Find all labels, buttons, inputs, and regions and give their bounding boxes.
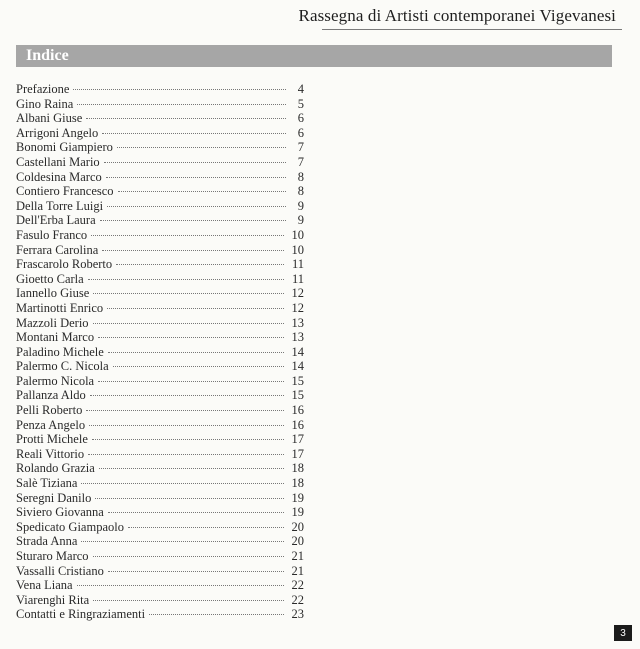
- toc-entry-page: 15: [291, 388, 304, 403]
- toc-entry-name: Pelli Roberto: [16, 403, 83, 418]
- toc-entry-name: Reali Vittorio: [16, 446, 85, 461]
- toc-entry[interactable]: [16, 491, 304, 506]
- dot-leader: [92, 439, 284, 440]
- dot-leader: [107, 206, 286, 207]
- toc-entry[interactable]: [16, 82, 304, 97]
- dot-leader: [93, 556, 284, 557]
- toc-entry[interactable]: [16, 301, 304, 316]
- toc-entry-page: 7: [297, 154, 304, 169]
- toc-entry[interactable]: [16, 111, 304, 126]
- table-of-contents: [16, 82, 304, 622]
- toc-entry-page: 20: [291, 534, 304, 549]
- dot-leader: [77, 585, 284, 586]
- toc-entry-page: 9: [297, 198, 304, 213]
- dot-leader: [93, 323, 284, 324]
- toc-entry-page: 13: [291, 315, 304, 330]
- dot-leader: [95, 498, 283, 499]
- dot-leader: [116, 264, 284, 265]
- toc-entry[interactable]: [16, 388, 304, 403]
- dot-leader: [100, 220, 286, 221]
- dot-leader: [98, 381, 283, 382]
- toc-entry-page: 22: [291, 578, 304, 593]
- toc-entry[interactable]: [16, 330, 304, 345]
- toc-entry[interactable]: [16, 520, 304, 535]
- dot-leader: [149, 614, 283, 615]
- toc-entry-name: Palermo Nicola: [16, 373, 95, 388]
- toc-entry-page: 15: [291, 373, 304, 388]
- dot-leader: [93, 600, 283, 601]
- toc-entry[interactable]: [16, 97, 304, 112]
- toc-entry-page: 21: [291, 549, 304, 563]
- toc-entry-name: Albani Giuse: [16, 111, 83, 126]
- header-divider: [322, 29, 622, 30]
- toc-entry[interactable]: [16, 345, 304, 360]
- toc-entry-page: 14: [291, 344, 304, 359]
- toc-entry[interactable]: [16, 593, 304, 608]
- toc-entry-page: 10: [291, 227, 304, 242]
- toc-entry-page: 16: [291, 403, 304, 418]
- toc-entry-name: Frascarolo Roberto: [16, 257, 113, 272]
- dot-leader: [108, 571, 284, 572]
- toc-entry[interactable]: [16, 257, 304, 272]
- toc-entry[interactable]: [16, 228, 304, 243]
- toc-entry[interactable]: [16, 170, 304, 185]
- toc-entry-name: Sturaro Marco: [16, 549, 89, 563]
- toc-entry-name: Vassalli Cristiano: [16, 563, 104, 578]
- dot-leader: [86, 118, 286, 119]
- dot-leader: [118, 191, 286, 192]
- toc-entry-name: Montani Marco: [16, 330, 95, 345]
- toc-entry-name: Gino Raina: [16, 96, 74, 111]
- dot-leader: [117, 147, 286, 148]
- dot-leader: [107, 308, 283, 309]
- toc-entry-name: Bonomi Giampiero: [16, 140, 113, 155]
- toc-entry-page: 22: [291, 592, 304, 607]
- dot-leader: [90, 395, 284, 396]
- dot-leader: [128, 527, 284, 528]
- toc-entry-page: 21: [291, 563, 304, 578]
- toc-entry[interactable]: [16, 272, 304, 287]
- toc-entry-name: Seregni Danilo: [16, 490, 92, 505]
- toc-entry-page: 20: [291, 519, 304, 534]
- page-number-badge: 3: [614, 625, 632, 641]
- toc-entry-name: Ferrara Carolina: [16, 242, 99, 257]
- toc-entry-page: 8: [297, 184, 304, 199]
- toc-entry[interactable]: [16, 374, 304, 389]
- toc-entry-page: 16: [291, 417, 304, 432]
- dot-leader: [88, 454, 283, 455]
- toc-entry[interactable]: [16, 447, 304, 462]
- toc-entry-name: Gioetto Carla: [16, 271, 84, 286]
- toc-entry[interactable]: [16, 359, 304, 374]
- toc-entry-name: Coldesina Marco: [16, 169, 102, 184]
- toc-entry[interactable]: [16, 418, 304, 433]
- toc-entry-name: Rolando Grazia: [16, 461, 95, 476]
- toc-entry-name: Dell'Erba Laura: [16, 213, 96, 228]
- dot-leader: [113, 366, 284, 367]
- toc-entry-page: 18: [291, 461, 304, 476]
- toc-entry-name: Vena Liana: [16, 578, 73, 593]
- toc-entry-page: 12: [291, 300, 304, 315]
- dot-leader: [106, 177, 286, 178]
- dot-leader: [77, 104, 286, 105]
- toc-entry-page: 6: [297, 125, 304, 140]
- toc-entry[interactable]: [16, 199, 304, 214]
- index-banner: [16, 45, 612, 67]
- toc-entry[interactable]: [16, 432, 304, 447]
- toc-entry-page: 14: [291, 359, 304, 374]
- page-header-title: Rassegna di Artisti contemporanei Vigevanesi: [298, 6, 616, 25]
- toc-entry-name: Iannello Giuse: [16, 286, 90, 301]
- toc-entry-page: 12: [291, 286, 304, 301]
- toc-entry[interactable]: [16, 549, 304, 564]
- toc-entry[interactable]: [16, 578, 304, 593]
- toc-entry-page: 17: [291, 446, 304, 461]
- toc-entry[interactable]: [16, 534, 304, 549]
- dot-leader: [86, 410, 283, 411]
- dot-leader: [102, 133, 286, 134]
- toc-entry-name: Arrigoni Angelo: [16, 125, 99, 140]
- toc-entry-page: 17: [291, 432, 304, 447]
- toc-entry[interactable]: [16, 476, 304, 491]
- toc-entry-name: Contatti e Ringraziamenti: [16, 607, 146, 622]
- toc-entry-name: Strada Anna: [16, 534, 78, 549]
- toc-entry[interactable]: [16, 243, 304, 258]
- dot-leader: [108, 352, 284, 353]
- toc-entry[interactable]: [16, 316, 304, 331]
- dot-leader: [81, 541, 283, 542]
- dot-leader: [88, 279, 284, 280]
- toc-entry[interactable]: [16, 403, 304, 418]
- toc-entry-name: Paladino Michele: [16, 344, 104, 359]
- toc-entry-page: 19: [291, 505, 304, 520]
- toc-entry[interactable]: [16, 126, 304, 141]
- toc-entry-page: 11: [291, 257, 304, 272]
- toc-entry-name: Prefazione: [16, 82, 70, 96]
- toc-entry[interactable]: [16, 286, 304, 301]
- toc-entry[interactable]: [16, 140, 304, 155]
- toc-entry-name: Pallanza Aldo: [16, 388, 86, 403]
- toc-entry-page: 11: [291, 271, 304, 286]
- toc-entry[interactable]: [16, 213, 304, 228]
- toc-entry-name: Contiero Francesco: [16, 184, 114, 199]
- toc-entry-name: Salè Tiziana: [16, 476, 78, 491]
- dot-leader: [89, 425, 283, 426]
- dot-leader: [81, 483, 283, 484]
- toc-entry[interactable]: [16, 184, 304, 199]
- toc-entry[interactable]: [16, 461, 304, 476]
- toc-entry-name: Mazzoli Derio: [16, 315, 89, 330]
- toc-entry-page: 6: [297, 111, 304, 126]
- toc-entry-page: 4: [297, 82, 304, 96]
- dot-leader: [73, 89, 286, 90]
- dot-leader: [99, 468, 284, 469]
- toc-entry-page: 18: [291, 476, 304, 491]
- dot-leader: [98, 337, 283, 338]
- toc-entry-page: 7: [297, 140, 304, 155]
- toc-entry-page: 23: [291, 607, 304, 622]
- dot-leader: [108, 512, 284, 513]
- toc-entry-page: 5: [297, 96, 304, 111]
- toc-entry-page: 13: [291, 330, 304, 345]
- toc-entry-page: 10: [291, 242, 304, 257]
- toc-entry-page: 9: [297, 213, 304, 228]
- toc-entry-name: Palermo C. Nicola: [16, 359, 109, 374]
- toc-entry-page: 8: [297, 169, 304, 184]
- dot-leader: [91, 235, 283, 236]
- dot-leader: [102, 250, 283, 251]
- dot-leader: [93, 293, 283, 294]
- toc-entry[interactable]: [16, 155, 304, 170]
- toc-entry-name: Spedicato Giampaolo: [16, 519, 124, 534]
- toc-entry-name: Viarenghi Rita: [16, 592, 90, 607]
- toc-entry[interactable]: [16, 607, 304, 622]
- index-title: Indice: [26, 47, 69, 64]
- toc-entry-name: Penza Angelo: [16, 417, 86, 432]
- dot-leader: [104, 162, 286, 163]
- toc-entry-name: Fasulo Franco: [16, 227, 88, 242]
- toc-entry-name: Siviero Giovanna: [16, 505, 104, 520]
- toc-entry-name: Protti Michele: [16, 432, 88, 447]
- toc-entry-name: Castellani Mario: [16, 154, 100, 169]
- toc-entry-page: 19: [291, 490, 304, 505]
- toc-entry[interactable]: [16, 505, 304, 520]
- toc-entry-name: Martinotti Enrico: [16, 300, 104, 315]
- toc-entry-name: Della Torre Luigi: [16, 198, 104, 213]
- toc-entry[interactable]: [16, 564, 304, 579]
